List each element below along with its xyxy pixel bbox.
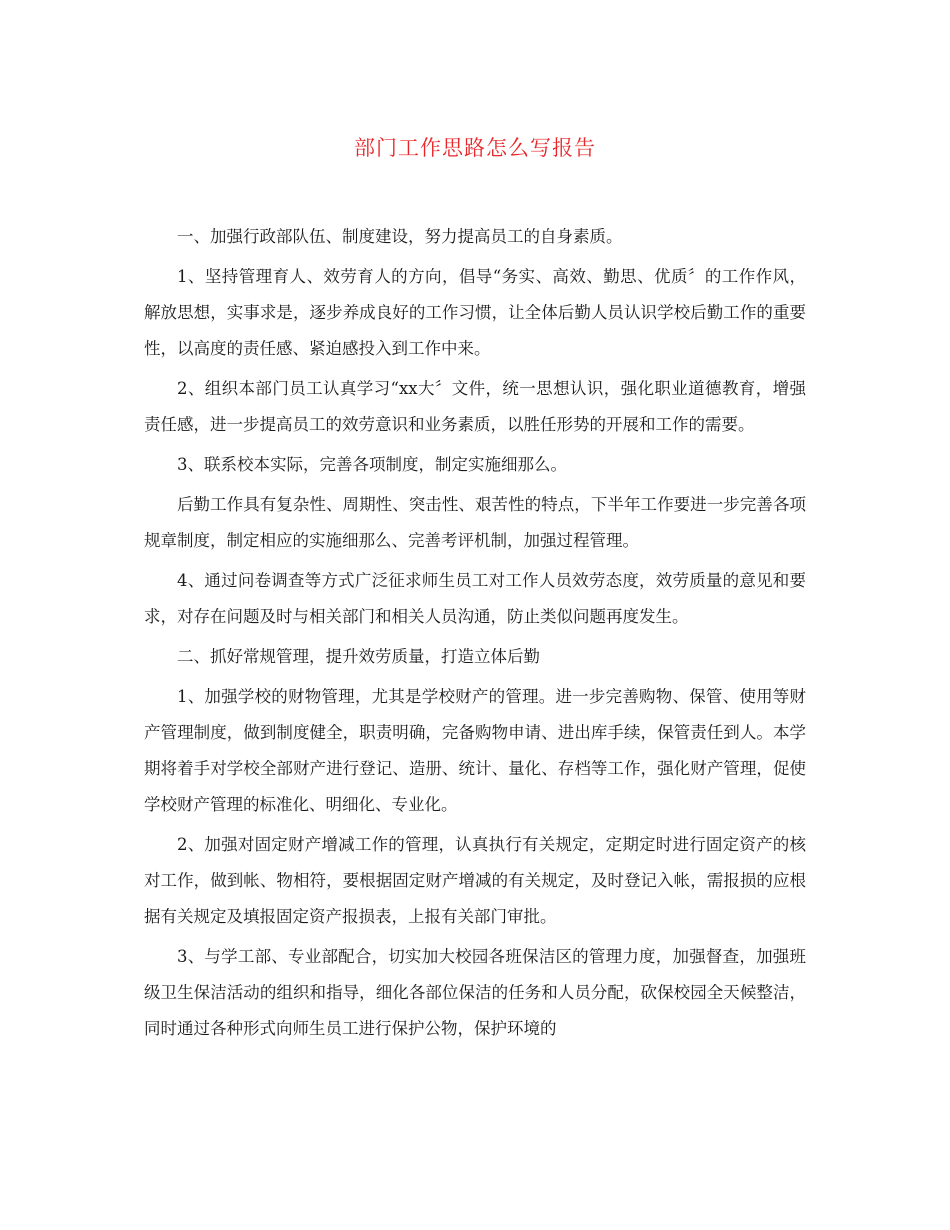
- paragraph-item-1: 1、坚持管理育人、效劳育人的方向，倡导“务实、高效、勤思、优质〞的工作作风，解放思想，实事求是，逐步养成良好的工作习惯，让全体后勤人员认识学校后勤工作的重要性，以高度的责任感、紧迫感投入到工作中来。: [144, 267, 806, 358]
- paragraph-item-2: 2、组织本部门员工认真学习“xx大〞文件，统一思想认识，强化职业道德教育，增强责任感，进一步提高员工的效劳意识和业务素质，以胜任形势的开展和工作的需要。: [144, 379, 806, 434]
- paragraph-section-2-item-1: 1、加强学校的财物管理，尤其是学校财产的管理。进一步完善购物、保管、使用等财产管理制度，做到制度健全，职责明确，完备购物申请、进出库手续，保管责任到人。本学期将着手对学校全部财产进行登记、造册、统计、量化、存档等工作，强化财产管理，促使学校财产管理的标准化、明细化、专业化。: [144, 687, 806, 814]
- document-body: [144, 219, 806, 1051]
- paragraph-section-2-item-2: 2、加强对固定财产增减工作的管理，认真执行有关规定，定期定时进行固定资产的核对工作，做到帐、物相符，要根据固定财产增减的有关规定，及时登记入帐，需报损的应根据有关规定及填报固定资产报损表，上报有关部门审批。: [144, 835, 806, 926]
- paragraph-section-1-heading: 一、加强行政部队伍、制度建设，努力提高员工的自身素质。: [177, 227, 623, 246]
- paragraph-section-2-item-3: 3、与学工部、专业部配合，切实加大校园各班保洁区的管理力度，加强督查，加强班级卫生保洁活动的组织和指导，细化各部位保洁的任务和人员分配，砍保校园全天候整洁，同时通过各种形式向师生员工进行保护公物，保护环境的: [144, 947, 806, 1038]
- document-title: 部门工作思路怎么写报告: [354, 136, 596, 160]
- paragraph-item-3-detail: 后勤工作具有复杂性、周期性、突击性、艰苦性的特点，下半年工作要进一步完善各项规章制度，制定相应的实施细那么、完善考评机制，加强过程管理。: [144, 495, 806, 550]
- paragraph-item-3: 3、联系校本实际，完善各项制度，制定实施细那么。: [177, 455, 567, 474]
- paragraph-item-4: 4、通过问卷调查等方式广泛征求师生员工对工作人员效劳态度，效劳质量的意见和要求，对存在问题及时与相关部门和相关人员沟通，防止类似问题再度发生。: [144, 571, 806, 626]
- paragraph-section-2-heading: 二、抓好常规管理，提升效劳质量，打造立体后勤: [177, 647, 540, 666]
